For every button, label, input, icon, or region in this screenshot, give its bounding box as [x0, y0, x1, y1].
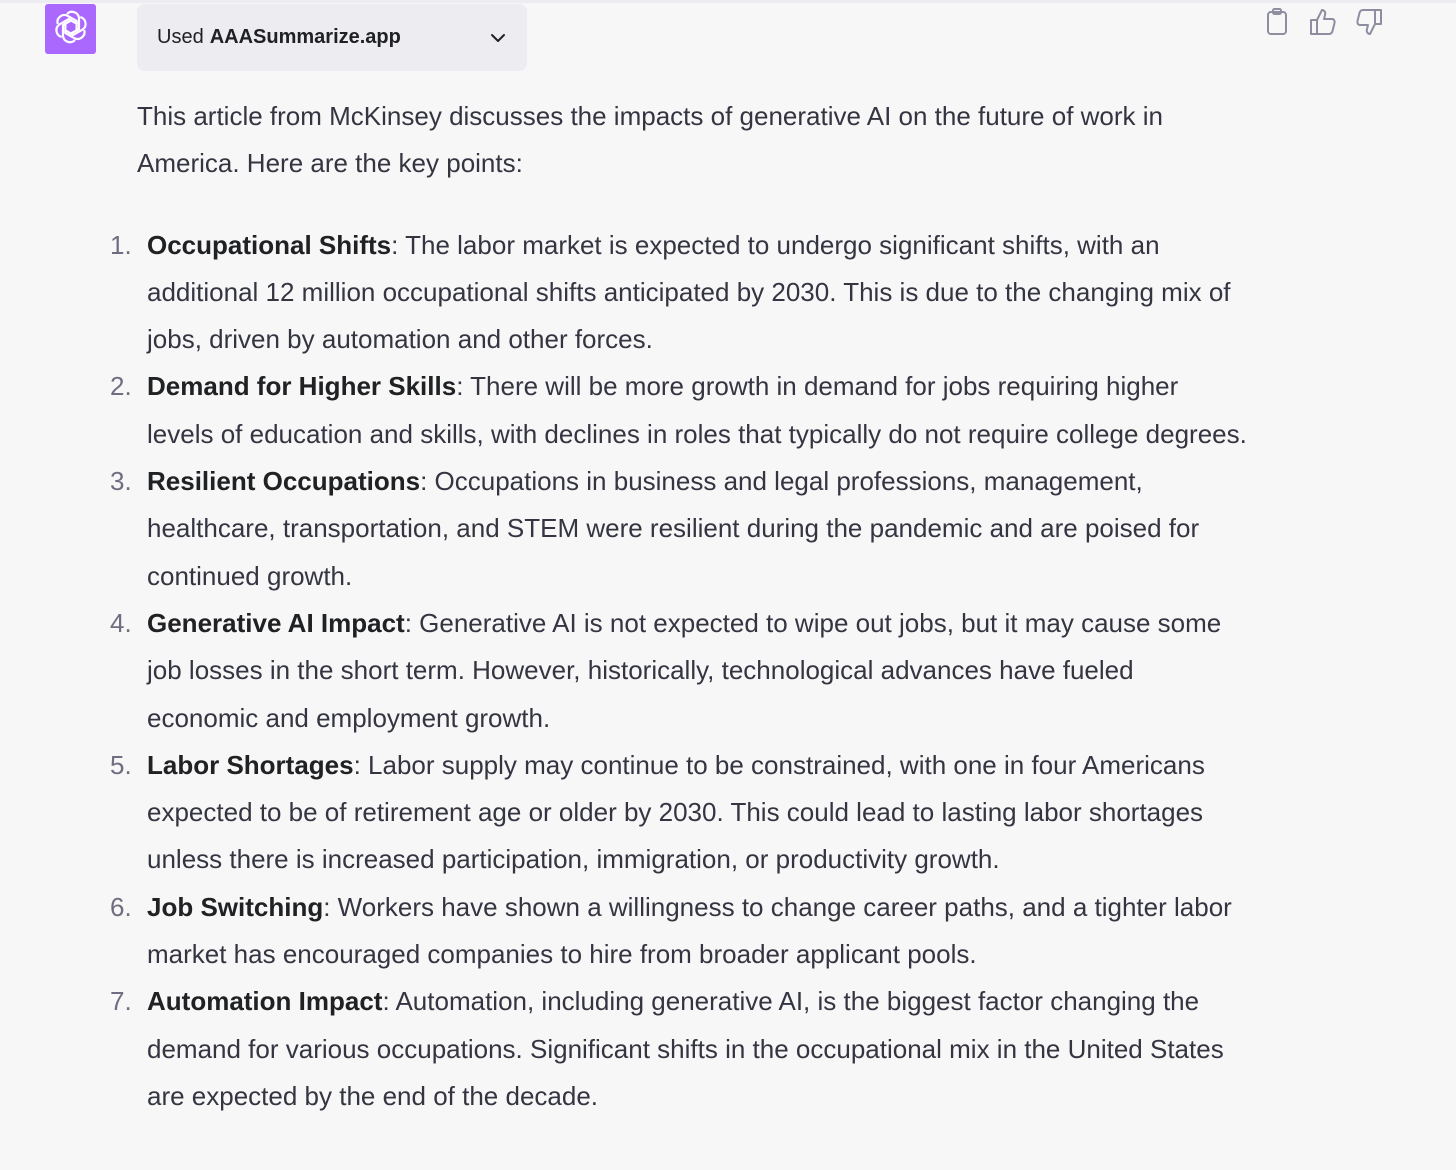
point-text: : Generative AI is not expected to wipe out jobs, but it may cause some job losses in the short term. However, historically, technological advances have fueled economic and employment growth.	[147, 607, 1222, 733]
list-number: 3.	[110, 466, 132, 497]
openai-logo-icon	[53, 9, 89, 50]
thumbs-down-icon	[1355, 8, 1383, 41]
list-item	[110, 222, 1247, 364]
assistant-message	[110, 93, 1247, 1120]
point-text: : There will be more growth in demand for jobs requiring higher levels of education and skills, with declines in roles that typically do not require college degrees.	[147, 371, 1247, 449]
thumbs-up-button[interactable]	[1308, 8, 1338, 40]
thumbs-down-button[interactable]	[1354, 8, 1384, 40]
point-text: : Occupations in business and legal professions, management, healthcare, transportation, and STEM were resilient during the pandemic and are poised for continued growth.	[147, 466, 1200, 591]
copy-button[interactable]	[1262, 8, 1292, 40]
message-intro: This article from McKinsey discusses the impacts of generative AI on the future of work in America. Here are the key points:	[137, 101, 1163, 179]
plugin-used-label: Used	[157, 26, 204, 48]
plugin-name: AAASummarize.app	[209, 26, 401, 48]
chevron-down-icon	[489, 29, 507, 47]
message-actions	[1262, 8, 1384, 40]
point-text: : Workers have shown a willingness to change career paths, and a tighter labor market has encouraged companies to hire from broader applicant pools.	[147, 891, 1232, 970]
list-item	[110, 978, 1247, 1120]
list-number: 2.	[110, 371, 132, 402]
point-text: : Automation, including generative AI, is the biggest factor changing the demand for various occupations. Significant shifts in the occupational mix in the United States are expected by the end of the decade.	[147, 986, 1224, 1111]
list-number: 4.	[110, 607, 132, 638]
list-number: 5.	[110, 749, 132, 780]
key-points-list	[110, 222, 1247, 1121]
list-number: 1.	[110, 229, 132, 260]
list-item	[110, 884, 1247, 979]
point-title: Automation Impact	[147, 986, 383, 1017]
point-text: : Labor supply may continue to be constrained, with one in four Americans expected to be of retirement age or older by 2030. This could lead to lasting labor shortages unless there is increased participation, immigration, or productivity growth.	[147, 749, 1205, 875]
point-title: Demand for Higher Skills	[147, 371, 457, 402]
list-number: 7.	[110, 986, 132, 1017]
point-title: Labor Shortages	[147, 749, 354, 780]
point-text: : The labor market is expected to undergo significant shifts, with an additional 12 million occupational shifts anticipated by 2030. This is due to the changing mix of jobs, driven by automation and other forces.	[147, 229, 1231, 355]
list-item	[110, 600, 1247, 742]
list-item	[110, 742, 1247, 884]
assistant-avatar	[45, 4, 96, 54]
top-border	[0, 0, 1456, 3]
point-title: Occupational Shifts	[147, 229, 392, 260]
point-title: Resilient Occupations	[147, 466, 421, 497]
point-title: Job Switching	[147, 891, 324, 922]
list-item	[110, 363, 1247, 458]
clipboard-icon	[1265, 8, 1289, 41]
list-number: 6.	[110, 891, 132, 922]
thumbs-up-icon	[1309, 8, 1337, 41]
point-title: Generative AI Impact	[147, 607, 405, 638]
list-item	[110, 458, 1247, 600]
plugin-used-dropdown[interactable]	[137, 4, 527, 71]
